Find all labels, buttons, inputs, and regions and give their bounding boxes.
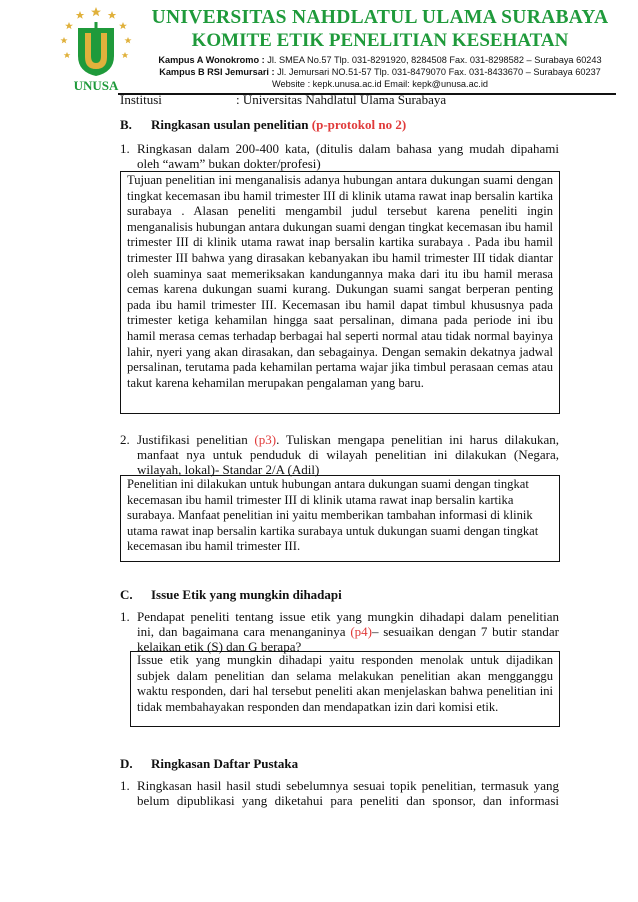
b1-answer-text: Tujuan penelitian ini menganalisis adanya hubungan antara dukungan suami dengan tingkat kecemasan ibu hamil trimester III di klinik utama rawat inap bersalin kartika surabaya . Alasan peneliti mengambil judul tersebut karena peneliti ingin menganalisis hubungan antara dukungan suami dengan tingkat kecemasan ibu hamil trimester III di klinik utama rawat inap bersalin kartika surabaya . Pada ibu hamil trimester III bahwa yang dirasakan kebanyakan ibu hamil trimester III tidak diantar oleh suaminya saat memeriksakan kandungannya maka dari itu ibu hamil merasa cemas karena dukungan suami kurang. Dukungan suami sangat berperan penting pada ibu hamil trimester III. Kecemasan ibu hamil dapat timbul khususnya pada trimester ketiga kehamilan hingga saat persalinan, dimana pada periode ini ibu hamil merasa cemas terhadap berbagai hal seperti normal atau tidak normal bayinya lahir, nyeri yang akan dirasakan, dan sebagainya. Dengan semakin dekatnya jadwal persalinan, terutama pada kehamilan pertama wajar jika timbul perasaan cemas atau takut karena kehamilan merupakan pengalaman yang baru. (127, 173, 553, 390)
c1-question-line1: Pendapat peneliti tentang issue etik yang mungkin dihadapi dalam penelitian (137, 609, 559, 624)
b2-answer-box (120, 475, 560, 562)
c1-answer-box (130, 651, 560, 727)
section-d-title: Ringkasan Daftar Pustaka (151, 756, 299, 771)
c1-question-tag: (p4) (350, 624, 372, 639)
b2-question-tag: (p3) (254, 432, 277, 447)
logo-wordmark: UNUSA (73, 78, 119, 92)
institusi-value: : Universitas Nahdlatul Ulama Surabaya (236, 92, 447, 107)
c1-question-line3: kelaikan etik (S) dan G berapa? (137, 639, 302, 654)
website-email: Website : kepk.unusa.ac.id Email: kepk@unusa.ac.id (272, 79, 488, 89)
section-c-title: Issue Etik yang mungkin dihadapi (151, 587, 342, 602)
campus-b-label: Kampus B RSI Jemursari : (159, 67, 275, 77)
b1-answer-box (120, 171, 560, 414)
committee-name: KOMITE ETIK PENELITIAN KESEHATAN (191, 30, 569, 51)
campus-b-address (120, 67, 638, 77)
c1-question-post: – sesuaikan dengan 7 butir standar (371, 624, 559, 639)
b2-question-pre: Justifikasi penelitian (137, 432, 255, 447)
c1-answer-text: Issue etik yang mungkin dihadapi yaitu responden menolak untuk dijadikan subjek dalam penelitian dan selama melakukan penelitian akan mengganggu waktu responden, dari hal tersebut peneliti akan menjelaskan bahwa penelitian ini tidak membahayakan responden dan mendapatkan izin dari komisi etik. (137, 653, 553, 714)
letterhead (0, 0, 638, 94)
section-c-letter: C. (120, 587, 133, 602)
b1-question-line2: oleh “awam” bukan dokter/profesi) (137, 156, 321, 171)
b2-question-post: . Tuliskan mengapa penelitian ini harus dilakukan, (276, 432, 559, 447)
campus-a-text: Jl. SMEA No.57 Tlp. 031-8291920, 8284508 Fax. 031-8298582 – Surabaya 60243 (264, 55, 602, 65)
section-d-letter: D. (120, 756, 133, 771)
campus-b-text: Jl. Jemursari NO.51-57 Tlp. 031-8479070 Fax. 031-8433670 – Surabaya 60237 (274, 67, 601, 77)
d1-question-line1: Ringkasan hasil hasil studi sebelumnya sesuai topik penelitian, termasuk yang (137, 778, 559, 793)
b2-answer-text: Penelitian ini dilakukan untuk hubungan antara dukungan suami dengan tingkat kecemasan ibu hamil trimester III di klinik utama rawat inap bersalin kartika surabaya. Manfaat penelitian ini yaitu memberikan tambahan informasi di klinik utama rawat inap bersalin kartika surabaya untuk dukungan suami dengan tingkat kecemasan ibu hamil trimester III. (127, 477, 539, 554)
section-b-letter: B. (120, 117, 132, 132)
university-name: UNIVERSITAS NAHDLATUL ULAMA SURABAYA (151, 7, 609, 28)
section-b-heading (151, 117, 406, 133)
campus-a-address (120, 55, 638, 65)
b2-number: 2. (120, 432, 130, 447)
c1-question-line2 (137, 624, 559, 640)
section-b-title: Ringkasan usulan penelitian (151, 117, 312, 132)
b1-number: 1. (120, 141, 130, 156)
c1-number: 1. (120, 609, 130, 624)
b2-question-line1 (137, 432, 559, 448)
b1-question-line1: Ringkasan dalam 200-400 kata, (ditulis dalam bahasa yang mudah dipahami (137, 141, 559, 156)
b2-question-line2: manfaat nya untuk penduduk di wilayah penelitian ini dilakukan (Negara, (137, 447, 559, 462)
campus-a-label: Kampus A Wonokromo : (158, 55, 265, 65)
d1-question-line2: belum dipublikasi yang diketahui para peneliti dan sponsor, dan informasi (137, 793, 559, 808)
section-b-tag: (p-protokol no 2) (311, 117, 407, 132)
institusi-label: Institusi (120, 92, 162, 107)
c1-question-pre: ini, dan bagaimana cara menanganinya (137, 624, 351, 639)
b2-question-line3: wilayah, lokal)- Standar 2/A (Adil) (137, 462, 320, 477)
d1-number: 1. (120, 778, 130, 793)
